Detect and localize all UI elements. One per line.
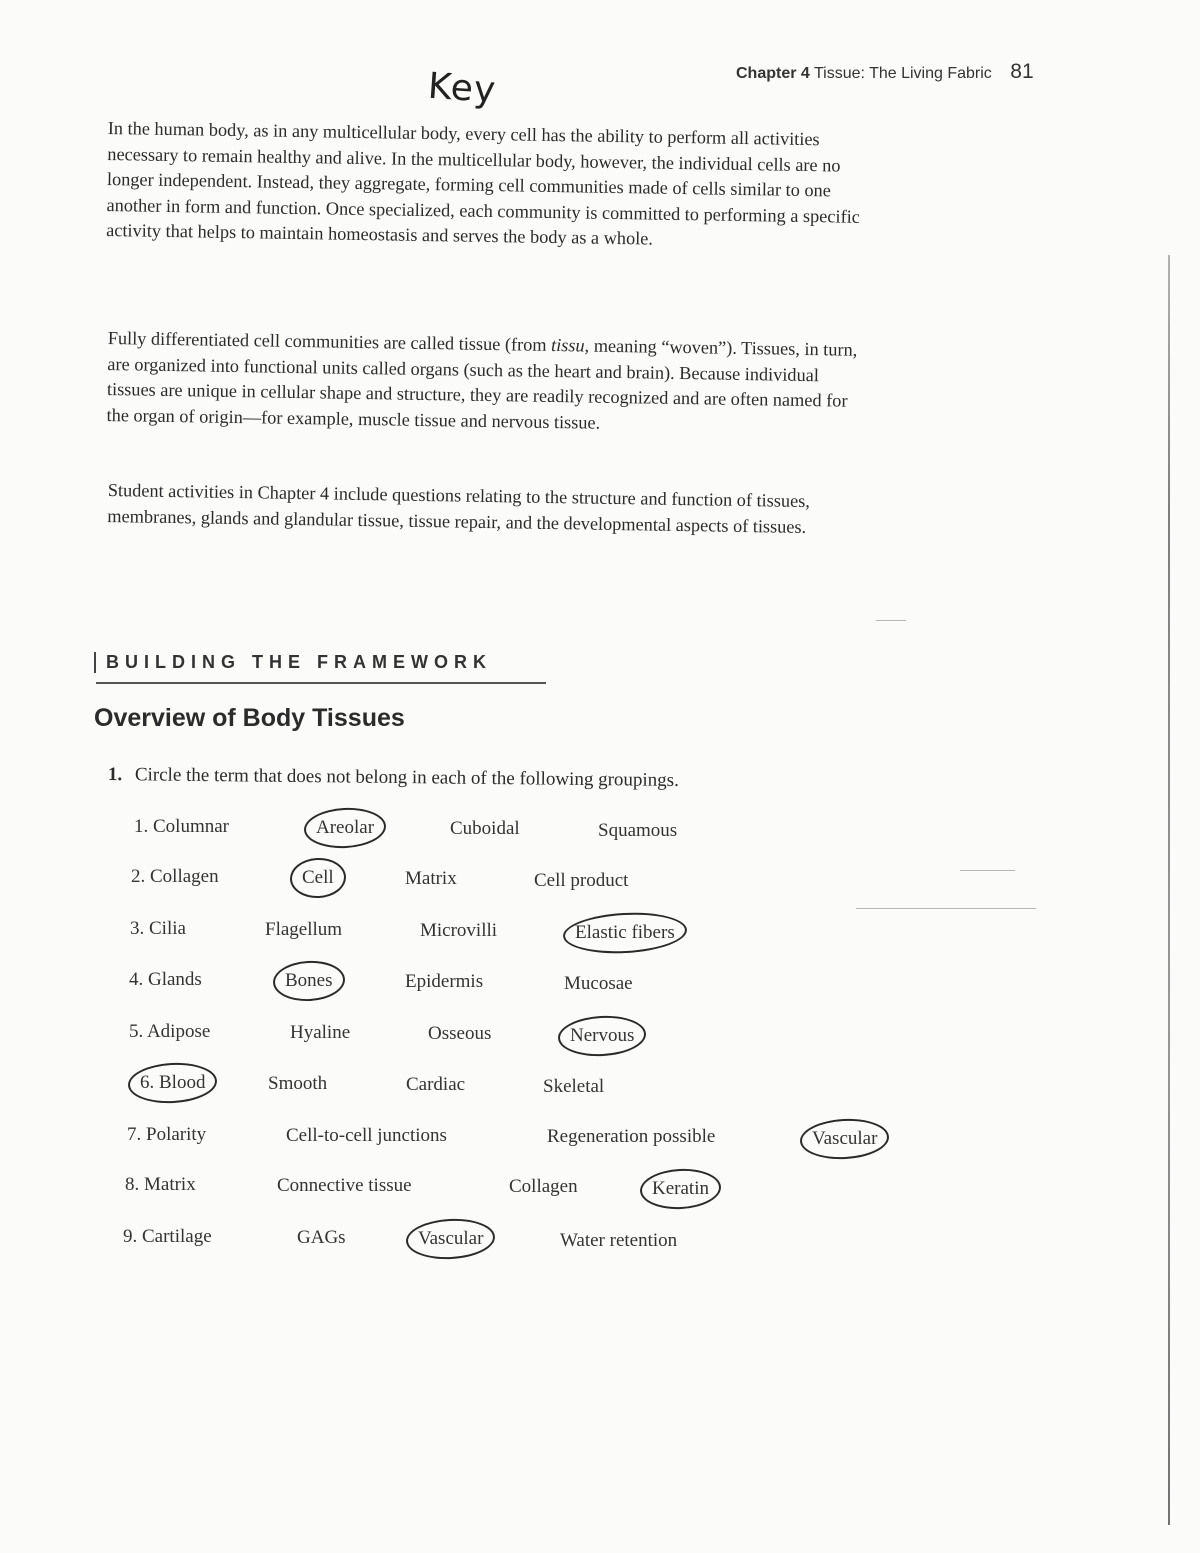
grouping-term: 1. Columnar (134, 816, 229, 837)
grouping-term: Hyaline (290, 1022, 351, 1044)
chapter-number: Chapter 4 (736, 65, 810, 82)
grouping-term: 2. Collagen (131, 866, 219, 887)
grouping-term: Matrix (405, 868, 457, 890)
grouping-term: 4. Glands (129, 969, 202, 990)
scan-artifact (960, 870, 1015, 871)
grouping-term: Skeletal (543, 1075, 605, 1097)
page-number: 81 (1010, 60, 1034, 83)
grouping-term: Osseous (428, 1023, 492, 1045)
grouping-term: Microvilli (420, 920, 498, 942)
grouping-term: Smooth (268, 1073, 328, 1095)
grouping-term: 7. Polarity (127, 1124, 207, 1145)
intro-paragraph-1: In the human body, as in any multicellular body, every cell has the ability to perform all activities necessary to remain healthy and alive. In the multicellular body, however, the individual cells are no longer independent. Instead, they aggregate, forming cell communities made of cells similar to one another in form and function. Once specialized, each community is committed to performing a specific activity that helps to maintain homeostasis and serves the body as a whole. (106, 117, 861, 249)
grouping-term: Epidermis (405, 971, 484, 993)
grouping-term: Connective tissue (277, 1175, 412, 1197)
circled-term: Cell (302, 867, 334, 889)
section-title: Overview of Body Tissues (94, 704, 405, 732)
intro-p2-end: , meaning “woven”). Tissues, in turn, are organized into functional units called organs (such as the heart and brain). Because individual tissues are unique in cellular shape and structure, they are readily recognized and are often named for the organ of origin—for example, muscle tissue and nervous tissue. (106, 335, 858, 433)
grouping-term: GAGs (297, 1227, 346, 1249)
grouping-term: Cell-to-cell junctions (286, 1125, 447, 1147)
grouping-term: 3. Cilia (130, 918, 186, 939)
circled-term: Keratin (652, 1177, 709, 1199)
grouping-term: Water retention (560, 1229, 678, 1251)
question-text: Circle the term that does not belong in each of the following groupings. (134, 764, 679, 791)
grouping-term: 9. Cartilage (123, 1226, 212, 1247)
circled-term: 6. Blood (140, 1072, 206, 1093)
circled-term: Nervous (570, 1024, 635, 1046)
intro-p2-start: Fully differentiated cell communities are called tissue (from (107, 327, 552, 355)
section-label: BUILDING THE FRAMEWORK (94, 652, 492, 673)
circled-term: Areolar (316, 817, 375, 839)
grouping-term: 5. Adipose (129, 1021, 211, 1042)
grouping-term: Cardiac (406, 1074, 466, 1096)
scan-artifact (856, 908, 1036, 909)
chapter-title: Tissue: The Living Fabric (813, 65, 992, 82)
grouping-term: Mucosae (564, 972, 633, 994)
grouping-term: Flagellum (265, 919, 343, 941)
grouping-term: Collagen (509, 1176, 578, 1198)
circled-term: Elastic fibers (575, 921, 675, 943)
handwritten-key-annotation: Key (426, 65, 498, 112)
intro-paragraph-3: Student activities in Chapter 4 include questions relating to the structure and function of tissues, membranes, glands and glandular tissue, tissue repair, and the developmental aspects of tissues. (107, 479, 811, 537)
grouping-term: 8. Matrix (125, 1174, 196, 1195)
grouping-term: Squamous (598, 819, 678, 841)
grouping-term: Cell product (534, 869, 629, 891)
circled-term: Bones (285, 970, 333, 992)
grouping-term: Cuboidal (450, 818, 520, 840)
question-number: 1. (107, 764, 123, 786)
scan-artifact (876, 620, 906, 621)
circled-term: Vascular (418, 1228, 484, 1250)
grouping-term: Regeneration possible (547, 1126, 716, 1148)
circled-term: Vascular (812, 1127, 878, 1149)
intro-p2-italic-term: tissu (550, 334, 585, 356)
